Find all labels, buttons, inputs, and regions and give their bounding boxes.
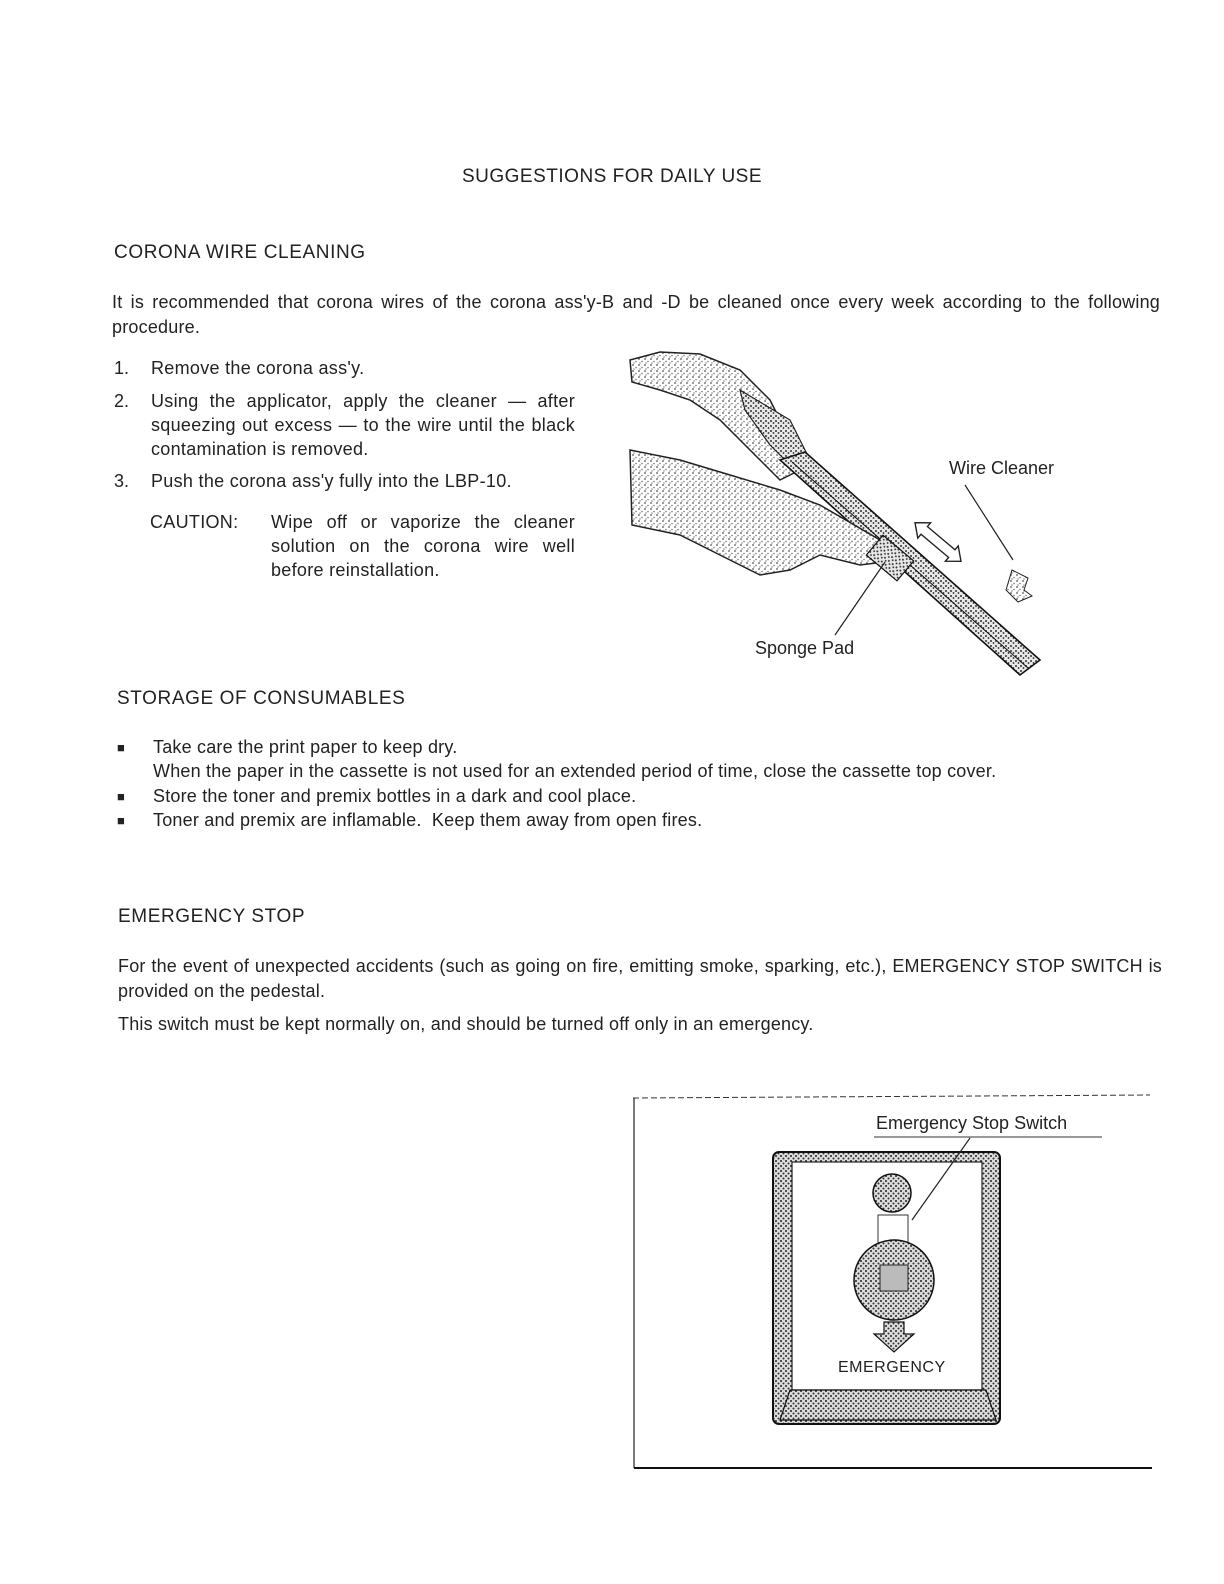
storage-heading: STORAGE OF CONSUMABLES bbox=[117, 688, 406, 709]
emergency-para-2: This switch must be kept normally on, and should be turned off only in an emergency. bbox=[118, 1014, 814, 1034]
emergency-panel-label: EMERGENCY bbox=[838, 1359, 946, 1376]
frame-top bbox=[633, 1095, 1150, 1098]
wire-cleaner-label: Wire Cleaner bbox=[949, 458, 1055, 478]
emergency-switch-figure bbox=[630, 1090, 1155, 1475]
step-number: 3. bbox=[114, 471, 130, 491]
sponge-pad-leader bbox=[835, 562, 885, 635]
step-text: Remove the corona ass'y. bbox=[151, 358, 365, 378]
corona-intro: It is recommended that corona wires of the corona ass'y-B and -D be cleaned once every week according to the following procedure. bbox=[112, 292, 1160, 337]
switch-body bbox=[880, 1265, 908, 1291]
bullet-icon: ■ bbox=[117, 740, 125, 755]
emergency-heading: EMERGENCY STOP bbox=[118, 906, 306, 927]
step-number: 2. bbox=[114, 391, 130, 411]
step-text: Using the applicator, apply the cleaner — after squeezing out excess — to the wire until the black contamination is removed. bbox=[151, 391, 575, 459]
sponge-pad-label: Sponge Pad bbox=[755, 638, 855, 658]
corona-heading: CORONA WIRE CLEANING bbox=[114, 242, 366, 263]
wire-cleaner-leader bbox=[965, 485, 1013, 560]
storage-bullet: Take care the print paper to keep dry. bbox=[153, 737, 458, 757]
panel-base bbox=[780, 1390, 996, 1420]
storage-bullet: Store the toner and premix bottles in a dark and cool place. bbox=[153, 786, 637, 806]
caution-label: CAUTION: bbox=[150, 512, 239, 532]
bullet-icon: ■ bbox=[117, 813, 125, 828]
switch-callout-label: Emergency Stop Switch bbox=[876, 1113, 1068, 1133]
emergency-para-1: For the event of unexpected accidents (such as going on fire, emitting smoke, sparking, etc.), EMERGENCY STOP SWITCH is provided on the pedestal. bbox=[118, 956, 1162, 1001]
caution-text: Wipe off or vaporize the cleaner solution on the corona wire well before reinstallation. bbox=[271, 512, 575, 580]
page-title: SUGGESTIONS FOR DAILY USE bbox=[461, 166, 763, 187]
storage-bullet: Toner and premix are inflamable. Keep them away from open fires. bbox=[153, 810, 703, 830]
bullet-icon: ■ bbox=[117, 789, 125, 804]
step-text: Push the corona ass'y fully into the LBP-10. bbox=[151, 471, 512, 491]
step-number: 1. bbox=[114, 358, 130, 378]
storage-bullet-continuation: When the paper in the cassette is not used for an extended period of time, close the cassette top cover. bbox=[153, 761, 997, 781]
switch-cap bbox=[873, 1174, 911, 1212]
wire-cleaner-part bbox=[1006, 570, 1032, 602]
